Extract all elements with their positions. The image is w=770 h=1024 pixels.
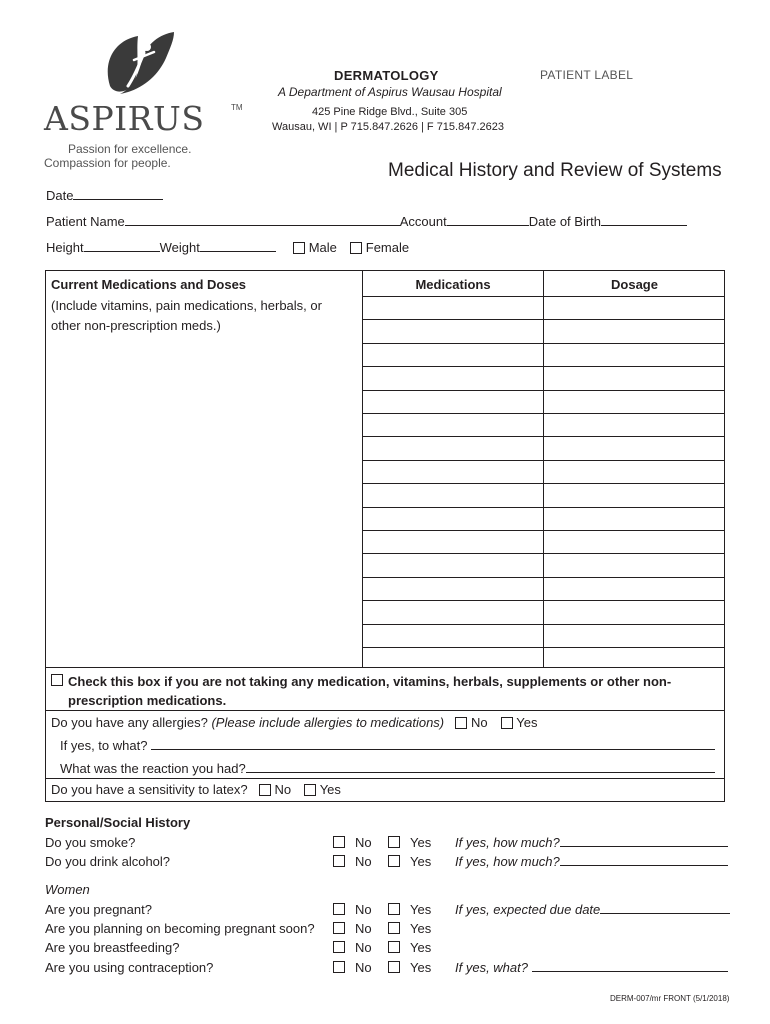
smoke-how-much-field[interactable] — [560, 835, 728, 847]
allergies-reaction-label: What was the reaction you had? — [60, 761, 246, 776]
smoke-yes-label: Yes — [410, 835, 432, 850]
male-checkbox[interactable] — [293, 242, 305, 254]
allergies-if-yes-row — [60, 738, 715, 754]
latex-yes-label: Yes — [319, 782, 341, 797]
due-date-field[interactable] — [600, 902, 730, 914]
alcohol-no-checkbox[interactable] — [333, 855, 345, 867]
medications-note: (Include vitamins, pain medications, herbals, or other non-prescription meds.) — [51, 298, 322, 333]
date-label: Date — [46, 188, 74, 203]
latex-question: Do you have a sensitivity to latex? — [51, 782, 248, 797]
patient-name-label: Patient Name — [46, 214, 125, 229]
planning-no-checkbox[interactable] — [333, 922, 345, 934]
height-label: Height — [46, 240, 84, 255]
account-field[interactable] — [447, 214, 529, 226]
latex-no-label: No — [274, 782, 292, 797]
latex-box — [45, 778, 725, 802]
breastfeeding-no-label: No — [355, 940, 372, 955]
allergies-question: Do you have any allergies? — [51, 715, 208, 730]
breastfeeding-question: Are you breastfeeding? — [45, 940, 180, 955]
latex-row — [51, 782, 341, 798]
female-label: Female — [365, 240, 410, 255]
planning-question: Are you planning on becoming pregnant soon? — [45, 921, 315, 936]
account-label: Account — [399, 214, 447, 229]
allergies-no-checkbox[interactable] — [455, 717, 467, 729]
dob-field[interactable] — [601, 214, 687, 226]
latex-yes-checkbox[interactable] — [304, 784, 316, 796]
date-row — [46, 188, 163, 204]
patient-name-row — [46, 214, 687, 230]
contraception-no-label: No — [355, 960, 372, 975]
date-field[interactable] — [73, 188, 163, 200]
planning-no-label: No — [355, 921, 372, 936]
dosage-column-header: Dosage — [611, 277, 658, 292]
pregnant-question: Are you pregnant? — [45, 902, 152, 917]
due-date-label: If yes, expected due date — [455, 902, 601, 917]
tagline-line-2: Compassion for people. — [44, 156, 171, 170]
allergies-reaction-row — [60, 761, 715, 777]
breastfeeding-yes-label: Yes — [410, 940, 432, 955]
women-subheading: Women — [45, 882, 90, 897]
page-title: Medical History and Review of Systems — [388, 160, 722, 181]
planning-yes-checkbox[interactable] — [388, 922, 400, 934]
contraception-what-field[interactable] — [532, 960, 728, 972]
medications-table — [45, 270, 725, 668]
allergies-question-row — [51, 715, 538, 731]
alcohol-yes-label: Yes — [410, 854, 432, 869]
address-line-2: Wausau, WI | P 715.847.2626 | F 715.847.2623 — [272, 121, 504, 133]
tagline-line-1: Passion for excellence. — [68, 142, 192, 156]
patient-name-field[interactable] — [125, 214, 400, 226]
department-subtitle: A Department of Aspirus Wausau Hospital — [278, 85, 502, 99]
aspirus-logo-icon — [98, 30, 180, 96]
weight-label: Weight — [159, 240, 200, 255]
medication-rows[interactable] — [362, 271, 724, 667]
contraception-no-checkbox[interactable] — [333, 961, 345, 973]
patient-label-area: PATIENT LABEL — [540, 68, 634, 82]
smoke-how-much-label: If yes, how much? — [455, 835, 560, 850]
alcohol-no-label: No — [355, 854, 372, 869]
allergies-yes-checkbox[interactable] — [501, 717, 513, 729]
alcohol-how-much-label: If yes, how much? — [455, 854, 560, 869]
allergies-if-yes-label: If yes, to what? — [60, 738, 148, 753]
breastfeeding-yes-checkbox[interactable] — [388, 941, 400, 953]
allergies-question-note: (Please include allergies to medications) — [211, 715, 445, 730]
allergies-if-yes-field[interactable] — [151, 738, 715, 750]
no-medications-checkbox[interactable] — [51, 674, 63, 686]
allergies-box — [45, 710, 725, 779]
allergies-reaction-field[interactable] — [246, 761, 715, 773]
height-field[interactable] — [84, 240, 160, 252]
smoke-question: Do you smoke? — [45, 835, 136, 850]
contraception-yes-label: Yes — [410, 960, 432, 975]
no-medications-box — [45, 667, 725, 711]
male-label: Male — [308, 240, 337, 255]
due-date-row — [455, 902, 730, 918]
form-footer-code: DERM-007/mr FRONT (5/1/2018) — [610, 994, 730, 1003]
contraception-yes-checkbox[interactable] — [388, 961, 400, 973]
female-checkbox[interactable] — [350, 242, 362, 254]
latex-no-checkbox[interactable] — [259, 784, 271, 796]
smoke-no-label: No — [355, 835, 372, 850]
breastfeeding-no-checkbox[interactable] — [333, 941, 345, 953]
logo-wordmark: ASPIRUS — [44, 99, 205, 138]
allergies-no-label: No — [471, 715, 488, 730]
smoke-how-much-row — [455, 835, 728, 851]
smoke-no-checkbox[interactable] — [333, 836, 345, 848]
logo-trademark: TM — [231, 103, 243, 112]
address-line-1: 425 Pine Ridge Blvd., Suite 305 — [312, 106, 468, 118]
no-medications-label: Check this box if you are not taking any medication, vitamins, herbals, supplements or other non-prescription medications. — [68, 674, 672, 708]
contraception-what-label: If yes, what? — [455, 960, 528, 975]
medications-column-header: Medications — [415, 277, 491, 292]
dob-label: Date of Birth — [528, 214, 602, 229]
alcohol-how-much-row — [455, 854, 728, 870]
pregnant-yes-checkbox[interactable] — [388, 903, 400, 915]
planning-yes-label: Yes — [410, 921, 432, 936]
alcohol-yes-checkbox[interactable] — [388, 855, 400, 867]
social-history-heading: Personal/Social History — [45, 815, 191, 830]
smoke-yes-checkbox[interactable] — [388, 836, 400, 848]
pregnant-no-checkbox[interactable] — [333, 903, 345, 915]
alcohol-question: Do you drink alcohol? — [45, 854, 171, 869]
alcohol-how-much-field[interactable] — [560, 854, 728, 866]
contraception-what-row — [455, 960, 728, 976]
department-name: DERMATOLOGY — [334, 68, 439, 83]
allergies-yes-label: Yes — [516, 715, 538, 730]
pregnant-yes-label: Yes — [410, 902, 432, 917]
weight-field[interactable] — [200, 240, 276, 252]
medications-heading: Current Medications and Doses — [51, 277, 247, 292]
height-weight-row — [46, 240, 409, 256]
pregnant-no-label: No — [355, 902, 372, 917]
contraception-question: Are you using contraception? — [45, 960, 214, 975]
